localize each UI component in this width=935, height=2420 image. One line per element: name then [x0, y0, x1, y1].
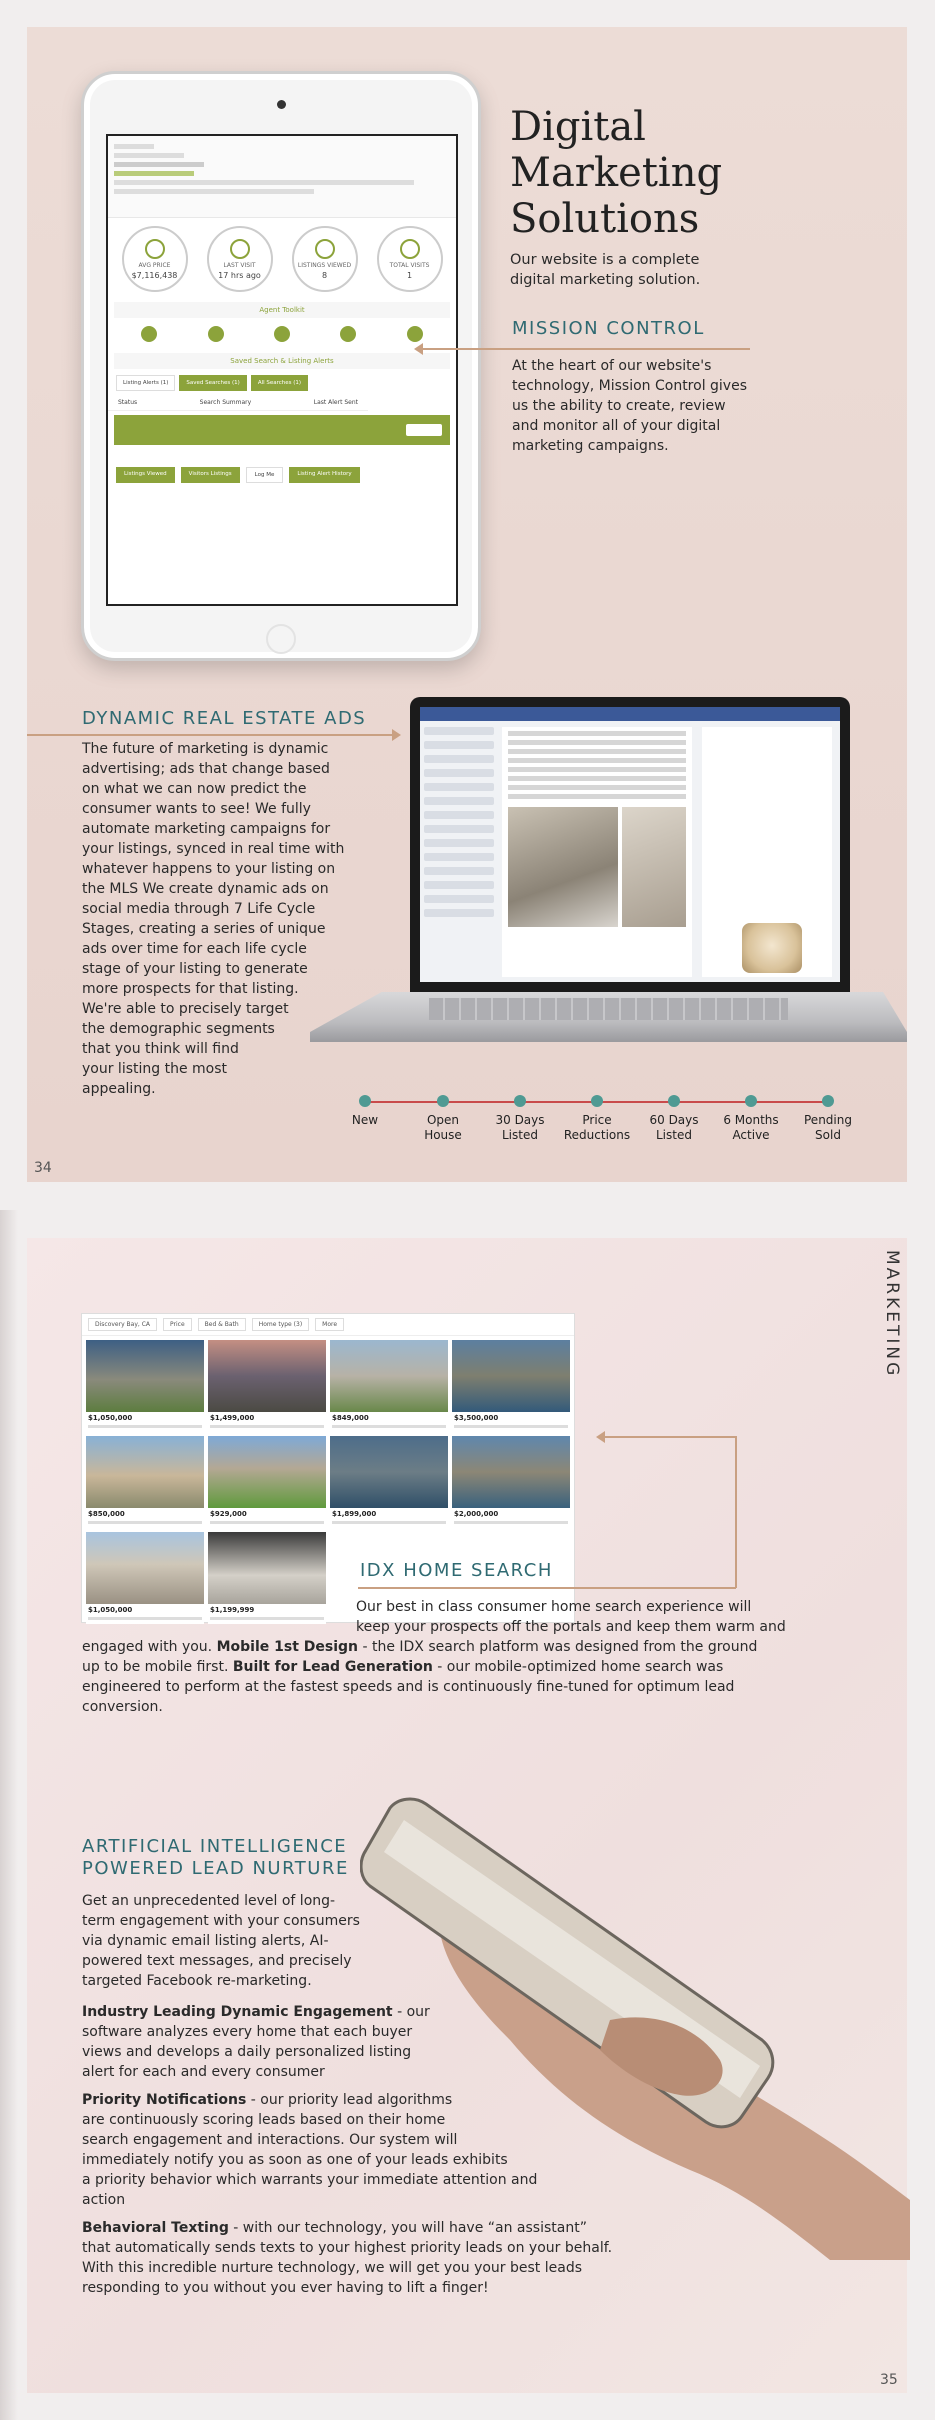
- listing-card[interactable]: $1,050,000: [86, 1532, 204, 1624]
- stage-dot: [822, 1095, 834, 1107]
- marketing-side-label: MARKETING: [882, 1250, 902, 1379]
- stat-listings-viewed: LISTINGS VIEWED 8: [292, 226, 358, 292]
- behavioral-texting-paragraph: Behavioral Texting - with our technology, you will have “an assistant” that automatically sends texts to your highest priority leads on your behalf. With this incredible nurture technology, we will get you your best leads responding to you without you ever having to lift a finger!: [82, 2220, 613, 2296]
- tab-listing-alerts[interactable]: Listing Alerts (1): [116, 375, 175, 391]
- megaphone-icon: [274, 326, 290, 342]
- stage-dot: [668, 1095, 680, 1107]
- toolkit-home[interactable]: [193, 326, 239, 345]
- idx-connector-line-vertical: [735, 1436, 737, 1588]
- listing-card[interactable]: $1,899,000: [330, 1436, 448, 1528]
- listing-card[interactable]: $1,050,000: [86, 1340, 204, 1432]
- listing-card[interactable]: $2,000,000: [452, 1436, 570, 1528]
- stage-dot: [745, 1095, 757, 1107]
- lead-stats: [108, 218, 456, 300]
- person-icon: [400, 239, 420, 259]
- listing-grid: [82, 1336, 574, 1628]
- phone-icon: [407, 326, 423, 342]
- tablet-mockup: [81, 71, 481, 661]
- price-filter[interactable]: Price: [163, 1318, 192, 1331]
- toolkit-chat[interactable]: [325, 326, 371, 345]
- mission-control-heading: MISSION CONTROL: [512, 318, 705, 339]
- stage-dot: [437, 1095, 449, 1107]
- home-icon: [208, 326, 224, 342]
- saved-search-label: Saved Search & Listing Alerts: [114, 353, 450, 369]
- mission-arrow-icon: [414, 343, 423, 355]
- facebook-ad-post: [502, 727, 692, 977]
- stage-pending-sold: Pending Sold: [788, 1095, 868, 1143]
- stage-30-days: 30 Days Listed: [480, 1095, 560, 1143]
- page-number: 35: [880, 2372, 898, 2388]
- agent-toolkit-label: Agent Toolkit: [114, 302, 450, 318]
- page-number: 34: [34, 1160, 52, 1176]
- stage-new: New: [325, 1095, 405, 1128]
- laptop-keyboard-base: [310, 992, 907, 1042]
- toolkit-megaphone[interactable]: [259, 326, 305, 345]
- alerts-table-row[interactable]: [114, 415, 450, 445]
- idx-search-bar: [82, 1314, 574, 1336]
- alert-history-button[interactable]: Listing Alert History: [289, 467, 359, 483]
- subtitle: Our website is a complete digital marketing solution.: [510, 252, 701, 288]
- ai-intro: Get an unprecedented level of long- term engagement with your consumers via dynamic email listing alerts, AI- powered text messages, and precisely targeted Facebook re-marketing.: [82, 1893, 360, 1989]
- col-search-summary: Search Summary: [199, 399, 252, 406]
- stat-avg-price: AVG PRICE $7,116,438: [122, 226, 188, 292]
- toolkit-bell[interactable]: [126, 326, 172, 345]
- bed-bath-filter[interactable]: Bed & Bath: [198, 1318, 246, 1331]
- eye-icon: [315, 239, 335, 259]
- listings-viewed-button[interactable]: Listings Viewed: [116, 467, 175, 483]
- listing-card[interactable]: $929,000: [208, 1436, 326, 1528]
- dog-photo: [742, 923, 802, 973]
- stage-6-months: 6 Months Active: [711, 1095, 791, 1143]
- tablet-bottom-buttons: [108, 459, 456, 491]
- stage-open-house: Open House: [403, 1095, 483, 1143]
- dynamic-ads-text: The future of marketing is dynamic advertising; ads that change based on what we can now predict the consumer wants to see! We fully automate marketing campaigns for your listings, synced in real time with whatever happens to your listing on the MLS We create dynamic ads on social media through 7 Life Cycle Stages, creating a series of unique ads over time for each life cycle stage of your listing to generate more prospects for that listing. We're able to precisely target the demographic segments that you think will find your listing the most appealing.: [82, 741, 345, 1097]
- dynamic-engagement-paragraph: Industry Leading Dynamic Engagement - our software analyzes every home that each buyer views and develops a daily personalized listing alert for each and every consumer: [82, 2004, 430, 2080]
- dynamic-ads-heading: DYNAMIC REAL ESTATE ADS: [82, 708, 367, 729]
- laptop-screen: [410, 697, 850, 992]
- bell-icon: [141, 326, 157, 342]
- listing-card[interactable]: $3,500,000: [452, 1340, 570, 1432]
- stage-dot: [359, 1095, 371, 1107]
- mission-connector-line: [418, 348, 750, 350]
- listing-card[interactable]: $1,499,000: [208, 1340, 326, 1432]
- row-edit-button[interactable]: [406, 424, 442, 436]
- keyboard: [429, 998, 787, 1020]
- tab-all-searches[interactable]: All Searches (1): [251, 375, 308, 391]
- col-status: Status: [118, 399, 138, 406]
- idx-text: Our best in class consumer home search experience will keep your prospects off the portals and keep them warm and engaged with you. Mobile 1st Design - the IDX search platform was designed from the ground up to be mobile first. Built for Lead Generation - our mobile-optimized home search was engineered to perform at the fastest speeds and is continuously fine-tuned for optimum lead conversion.: [82, 1599, 786, 1715]
- facebook-top-bar: [420, 707, 840, 721]
- listing-card[interactable]: $849,000: [330, 1340, 448, 1432]
- listing-card[interactable]: $850,000: [86, 1436, 204, 1528]
- tablet-screen: [106, 134, 458, 606]
- lead-details-header: [108, 136, 456, 218]
- listing-photo: [508, 807, 618, 927]
- ai-heading: ARTIFICIAL INTELLIGENCE POWERED LEAD NURTURE: [82, 1836, 349, 1879]
- priority-notifications-paragraph: Priority Notifications - our priority lead algorithms are continuously scoring leads based on their home search engagement and interactions. Our system will immediately notify you as soon as one of your leads exhibits a priority behavior which warrants your immediate attention and action: [82, 2092, 538, 2208]
- listing-photo-secondary: [622, 807, 686, 927]
- stat-last-visit: LAST VISIT 17 hrs ago: [207, 226, 273, 292]
- facebook-ad-preview: [420, 707, 840, 982]
- location-search-input[interactable]: Discovery Bay, CA: [88, 1318, 157, 1331]
- idx-arrow-icon: [596, 1431, 605, 1443]
- listing-card[interactable]: $1,199,999: [208, 1532, 326, 1624]
- mission-control-text: At the heart of our website's technology, Mission Control gives us the ability to create, review and monitor all of your digital marketing campaigns.: [512, 358, 747, 454]
- chat-icon: [340, 326, 356, 342]
- facebook-right-panel: [702, 727, 832, 977]
- stage-price-reductions: Price Reductions: [557, 1095, 637, 1143]
- clock-icon: [230, 239, 250, 259]
- page-title: Digital Marketing Solutions: [510, 104, 723, 242]
- home-type-filter[interactable]: Home type (3): [252, 1318, 309, 1331]
- idx-heading: IDX HOME SEARCH: [360, 1560, 553, 1581]
- log-me-button[interactable]: Log Me: [246, 467, 284, 483]
- page-gutter: [0, 1210, 18, 2420]
- col-last-alert: Last Alert Sent: [313, 399, 358, 406]
- stage-dot: [514, 1095, 526, 1107]
- idx-connector-line-bottom: [358, 1587, 736, 1589]
- more-filter[interactable]: More: [315, 1318, 344, 1331]
- dynamic-ads-connector-line: [27, 734, 397, 736]
- tablet-home-button: [266, 624, 296, 654]
- visitors-listings-button[interactable]: Visitors Listings: [181, 467, 240, 483]
- agent-toolkit: [108, 320, 456, 351]
- dollar-icon: [145, 239, 165, 259]
- idx-connector-line-top: [600, 1436, 736, 1438]
- stage-dot: [591, 1095, 603, 1107]
- alerts-table-header: [108, 395, 368, 411]
- alert-tabs: [108, 371, 456, 395]
- facebook-sidebar: [424, 727, 494, 923]
- tablet-camera: [277, 100, 286, 109]
- stat-total-visits: TOTAL VISITS 1: [377, 226, 443, 292]
- tab-saved-searches[interactable]: Saved Searches (1): [179, 375, 246, 391]
- stage-60-days: 60 Days Listed: [634, 1095, 714, 1143]
